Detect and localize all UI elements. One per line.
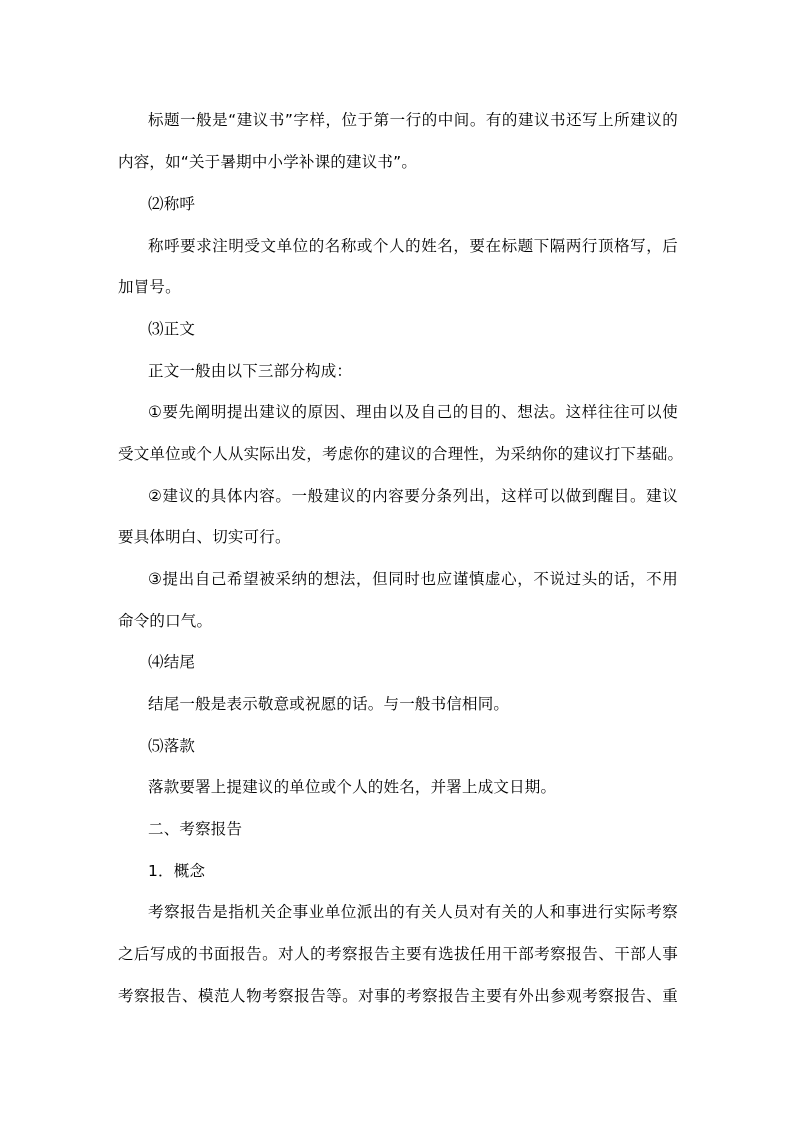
- paragraph-body-point-3-line-1: ③提出自己希望被采纳的想法，但同时也应谨慎虚心，不说过头的话，不用: [148, 570, 678, 588]
- paragraph-title-rule-line-2: 内容，如“关于暑期中小学补课的建议书”。: [118, 153, 418, 171]
- paragraph-body-point-2-line-1: ②建议的具体内容。一般建议的内容要分条列出，这样可以做到醒目。建议: [148, 487, 678, 505]
- section-heading-signature: ⑸落款: [148, 737, 196, 755]
- paragraph-signature: 落款要署上提建议的单位或个人的姓名，并署上成文日期。: [148, 778, 557, 796]
- paragraph-body-point-3-line-2: 命令的口气。: [118, 612, 213, 630]
- paragraph-title-rule-line-1: 标题一般是“建议书”字样，位于第一行的中间。有的建议书还写上所建议的: [148, 111, 678, 129]
- paragraph-closing: 结尾一般是表示敬意或祝愿的话。与一般书信相同。: [148, 695, 510, 713]
- paragraph-concept-line-1: 考察报告是指机关企事业单位派出的有关人员对有关的人和事进行实际考察: [148, 903, 678, 921]
- paragraph-concept-line-3: 考察报告、模范人物考察报告等。对事的考察报告主要有外出参观考察报告、重: [118, 987, 678, 1005]
- paragraph-body-point-1-line-2: 受文单位或个人从实际出发，考虑你的建议的合理性，为采纳你的建议打下基础。: [118, 445, 684, 463]
- subheading-concept: 1．概念: [148, 862, 206, 880]
- paragraph-salutation-line-1: 称呼要求注明受文单位的名称或个人的姓名，要在标题下隔两行顶格写，后: [148, 237, 678, 255]
- section-heading-body: ⑶正文: [148, 320, 196, 338]
- paragraph-body-point-2-line-2: 要具体明白、切实可行。: [118, 528, 291, 546]
- paragraph-body-intro: 正文一般由以下三部分构成：: [148, 362, 353, 380]
- paragraph-body-point-1-line-1: ①要先阐明提出建议的原因、理由以及自己的目的、想法。这样往往可以使: [148, 403, 678, 421]
- section-heading-closing: ⑷结尾: [148, 653, 196, 671]
- section-heading-salutation: ⑵称呼: [148, 195, 196, 213]
- paragraph-concept-line-2: 之后写成的书面报告。对人的考察报告主要有选拔任用干部考察报告、干部人事: [118, 945, 678, 963]
- chapter-heading-inspection-report: 二、考察报告: [148, 820, 243, 838]
- paragraph-salutation-line-2: 加冒号。: [118, 278, 181, 296]
